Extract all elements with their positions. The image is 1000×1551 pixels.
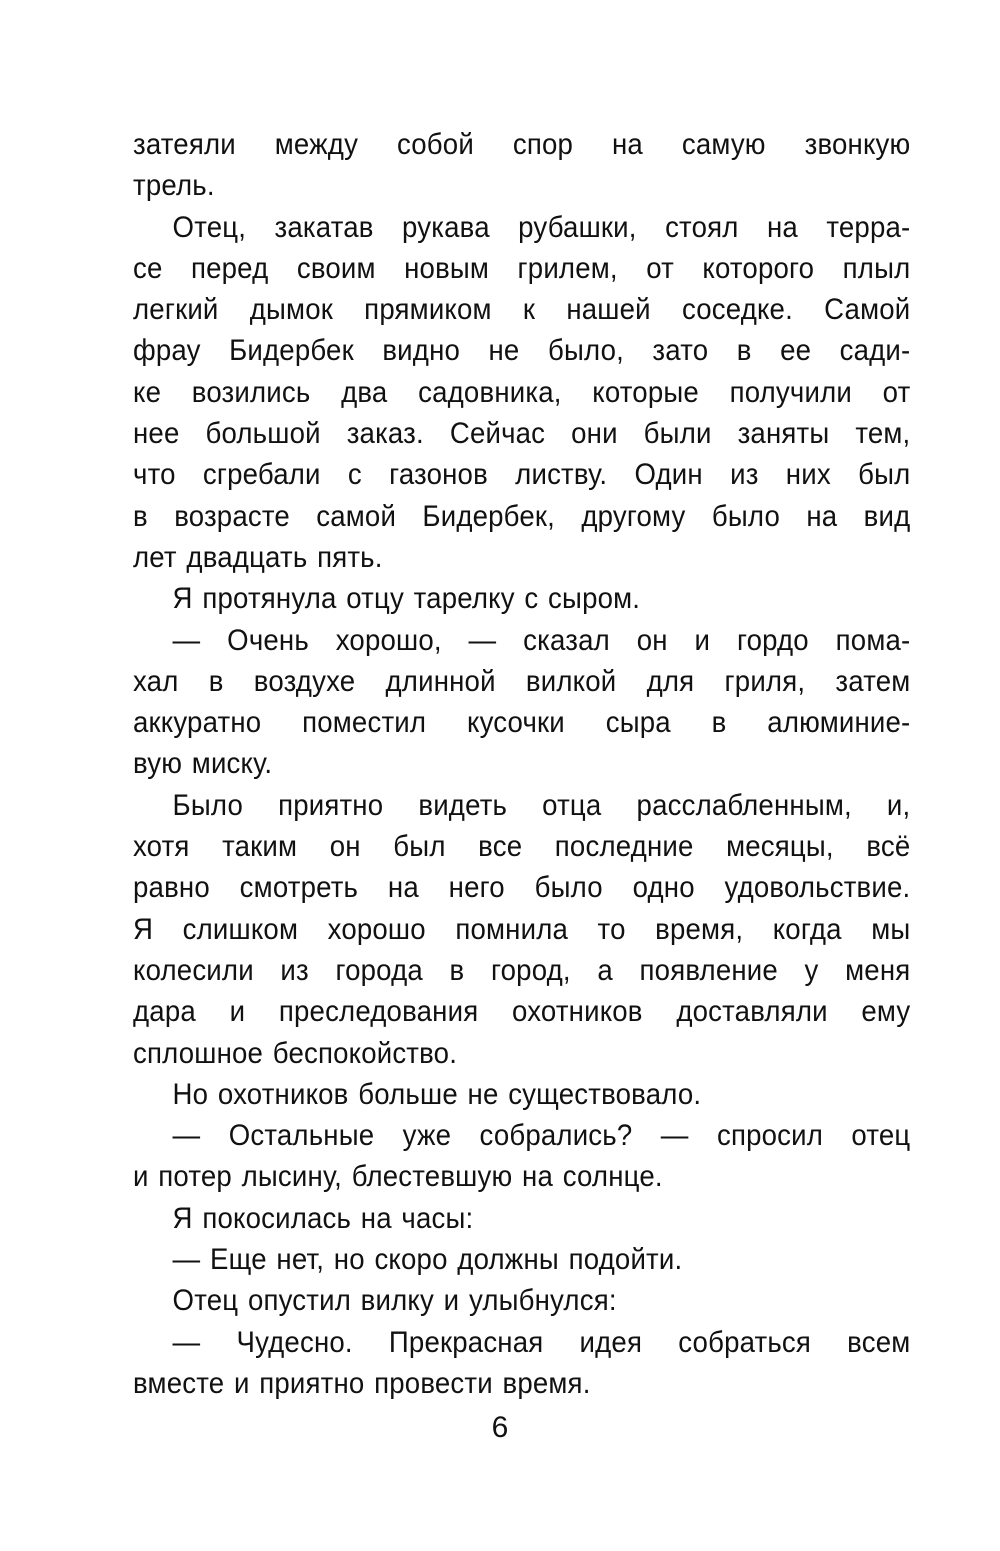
text-line: Было приятно видеть отца расслабленным, и,	[172, 788, 911, 822]
text-line: в возрасте самой Бидербек, другому было на вид	[133, 499, 911, 533]
text-line: — Очень хорошо, — сказал он и гордо пома-	[172, 623, 911, 657]
text-line: Отец, закатав рукава рубашки, стоял на терра-	[172, 210, 911, 244]
paragraph	[133, 785, 911, 1074]
text-line: Я покосилась на часы:	[172, 1201, 474, 1235]
text-line: — Чудесно. Прекрасная идея собраться всем	[172, 1325, 911, 1359]
book-page-body	[133, 124, 911, 1404]
paragraph	[133, 207, 911, 579]
paragraph	[133, 1322, 911, 1405]
text-line: сплошное беспокойство.	[133, 1036, 458, 1070]
text-line: — Еще нет, но скоро должны подойти.	[172, 1243, 683, 1277]
text-line: лет двадцать пять.	[133, 540, 383, 574]
paragraph	[133, 1280, 911, 1321]
paragraph	[133, 1074, 911, 1115]
text-line: се перед своим новым грилем, от которого плыл	[133, 251, 911, 285]
page-number: 6	[491, 1411, 509, 1444]
text-line: и потер лысину, блестевшую на солнце.	[133, 1160, 663, 1194]
text-line: равно смотреть на него было одно удовольствие.	[133, 871, 911, 905]
text-line: Но охотников больше не существовало.	[172, 1077, 702, 1111]
text-line: Я протянула отцу тарелку с сыром.	[172, 582, 641, 616]
paragraph	[133, 620, 911, 785]
paragraph	[133, 1115, 911, 1198]
text-line: вместе и приятно провести время.	[133, 1366, 591, 1400]
text-line: легкий дымок прямиком к нашей соседке. Самой	[133, 293, 911, 327]
paragraph	[133, 1239, 911, 1280]
text-line: — Остальные уже собрались? — спросил отец	[172, 1119, 911, 1153]
text-line: ке возились два садовника, которые получили от	[133, 375, 911, 409]
text-line: хотя таким он был все последние месяцы, всё	[133, 830, 911, 864]
text-line: вую миску.	[133, 747, 273, 781]
text-line: трель.	[133, 169, 215, 203]
text-line: Отец опустил вилку и улыбнулся:	[172, 1284, 617, 1318]
text-line: дара и преследования охотников доставляли ему	[133, 995, 911, 1029]
paragraph	[133, 124, 911, 207]
text-line: хал в воздухе длинной вилкой для гриля, затем	[133, 664, 911, 698]
paragraph	[133, 1198, 911, 1239]
text-line: аккуратно поместил кусочки сыра в алюминие-	[133, 706, 911, 740]
text-line: затеяли между собой спор на самую звонкую	[133, 128, 911, 161]
text-line: колесили из города в город, а появление у меня	[133, 953, 911, 987]
text-line: фрау Бидербек видно не было, зато в ее сади-	[133, 334, 911, 368]
text-line: нее большой заказ. Сейчас они были заняты тем,	[133, 417, 911, 451]
text-line: Я слишком хорошо помнила то время, когда мы	[133, 912, 911, 946]
paragraph	[133, 578, 911, 619]
text-line: что сгребали с газонов листву. Один из них был	[133, 458, 911, 492]
